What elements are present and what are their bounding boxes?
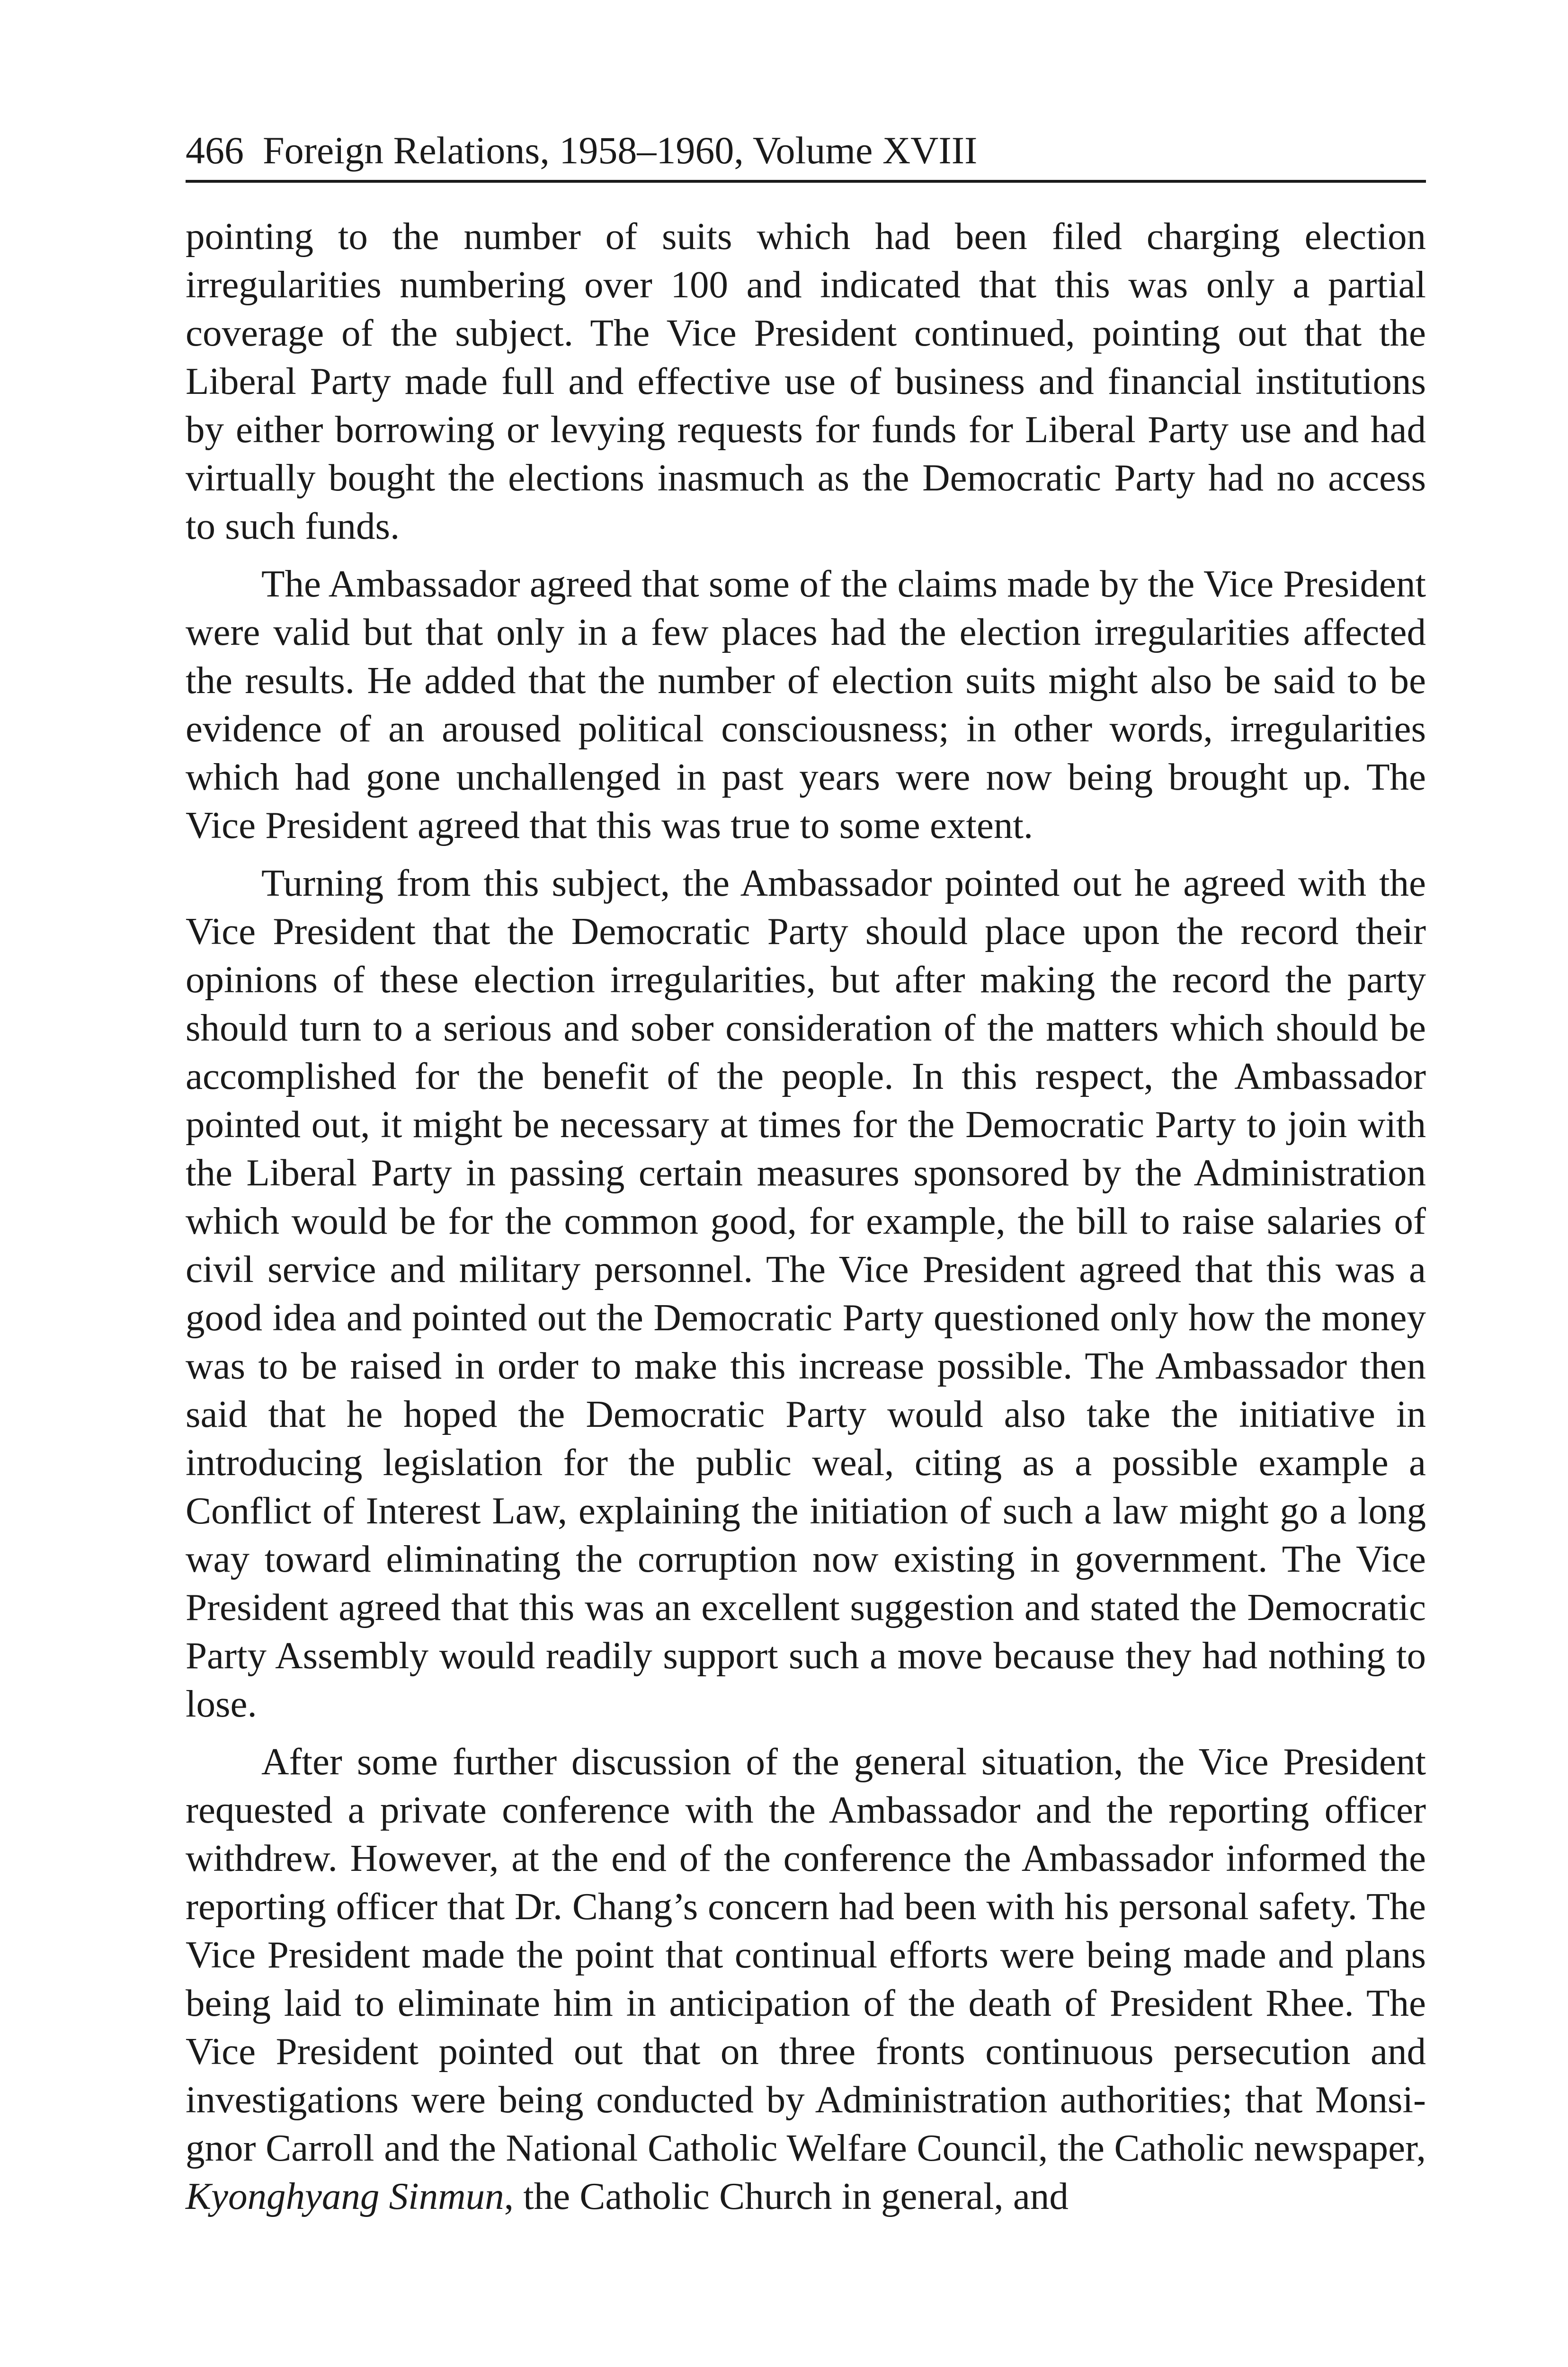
page-number: 466 bbox=[186, 129, 244, 172]
paragraph-2: The Ambassador agreed that some of the claims made by the Vice President were valid but that only in a few places had the election irregularities affected the results. He added that the number of election suits might also be said to be evidence of an aroused political consciousness; in other words, irregularities which had gone unchallenged in past years were now being brought up. The Vice President agreed that this was true to some extent. bbox=[186, 562, 1426, 846]
running-title: Foreign Relations, 1958–1960, Volume XVIII bbox=[263, 129, 978, 172]
header-rule bbox=[186, 180, 1426, 183]
paragraph-3: Turning from this subject, the Ambassador pointed out he agreed with the Vice President that the Democratic Party should place upon the record their opinions of these election irregularities, but after making the record the party should turn to a serious and sober consideration of the matters which should be accomplished for the benefit of the people. In this respect, the Ambassador pointed out, it might be necessary at times for the Democratic Party to join with the Liberal Party in passing certain measures sponsored by the Administration which would be for the common good, for example, the bill to raise salaries of civil service and military personnel. The Vice President agreed that this was a good idea and pointed out the Democratic Party questioned only how the money was to be raised in order to make this increase possible. The Ambassador then said that he hoped the Democratic Party would also take the initiative in introducing legislation for the public weal, citing as a possible example a Conflict of Interest Law, explaining the initiation of such a law might go a long way toward eliminating the corruption now existing in government. The Vice President agreed that this was an excellent suggestion and stated the Democratic Party Assembly would readily support such a move because they had nothing to lose. bbox=[186, 862, 1426, 1725]
paragraph-4-text-after: , the Catholic Church in general, and bbox=[504, 2175, 1069, 2217]
body-text bbox=[186, 212, 1426, 2220]
paragraph-1: pointing to the number of suits which had been filed charging election irregularities numbering over 100 and indicated that this was only a partial coverage of the subject. The Vice President continued, pointing out that the Liberal Party made full and effective use of business and financial institutions by either borrowing or levying requests for funds for Liberal Party use and had virtually bought the elections inasmuch as the Democratic Party had no access to such funds. bbox=[186, 215, 1426, 547]
paragraph-4-text-before: After some further discussion of the general situation, the Vice President requested a private conference with the Ambassador and the reporting officer withdrew. However, at the end of the conference the Ambassador informed the reporting officer that Dr. Chang’s concern had been with his personal safety. The Vice President made the point that continual efforts were being made and plans being laid to eliminate him in anticipation of the death of President Rhee. The Vice President pointed out that on three fronts continuous persecution and investigations were being conducted by Administration authorities; that Monsignor Carroll and the National Catholic Welfare Council, the Catholic newspaper, bbox=[186, 1740, 1426, 2169]
running-head bbox=[186, 127, 1426, 174]
newspaper-title: Kyonghyang Sinmun bbox=[186, 2175, 504, 2217]
paragraph-4 bbox=[186, 1737, 1426, 2220]
